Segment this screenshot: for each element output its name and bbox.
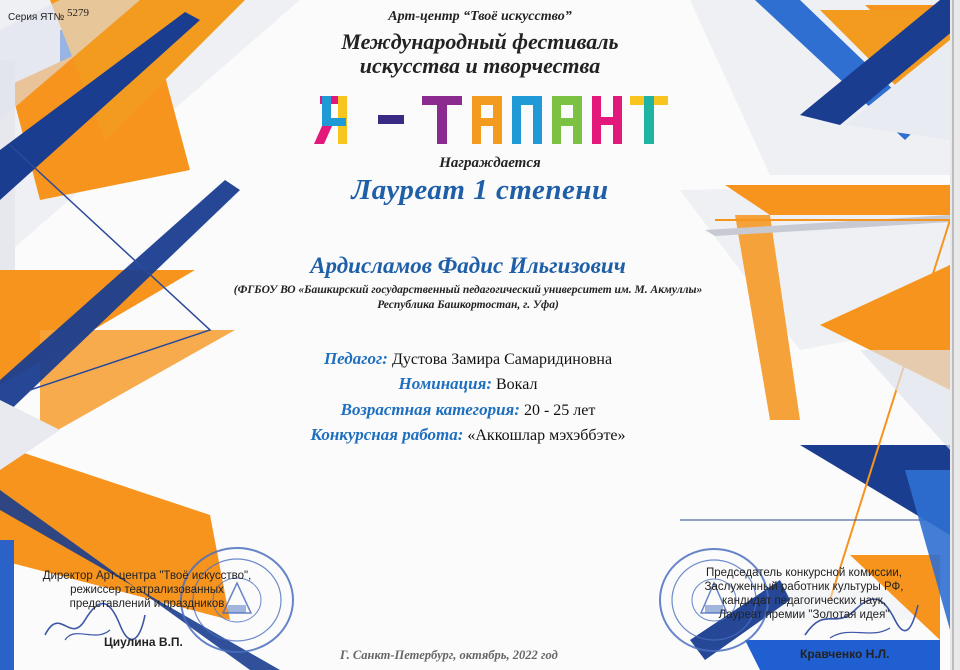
serial-value: 5279 (66, 7, 89, 19)
left-title-line2: режиссер театрализованных (70, 584, 224, 596)
award-degree: Лауреат 1 степени (351, 174, 609, 206)
left-signatory-title (22, 569, 272, 611)
detail-value: Вокал (496, 376, 538, 393)
city-date: Г. Санкт-Петербург, октябрь, 2022 год (340, 648, 558, 662)
left-title-line3: представлений и праздников (69, 598, 225, 610)
serial-label: Серия ЯТ№ (8, 12, 65, 23)
left-signatory-name: Циулина В.П. (104, 635, 183, 649)
detail-teacher (0, 349, 936, 369)
left-title-line1: Директор Арт-центра "Твоё искусство", (42, 570, 252, 582)
institution-line2: Республика Башкортостан, г. Уфа) (377, 299, 559, 311)
right-title-line3: кандидат педагогических наук, (721, 595, 887, 607)
detail-label: Номинация: (398, 374, 492, 393)
detail-value: «Аккошлар мэхэббэте» (467, 427, 626, 444)
organizer-title: Арт-центр “Твоё искусство” (388, 9, 572, 24)
right-title-line4: Лауреат премии "Золотая идея" (718, 609, 890, 621)
detail-age-category (0, 400, 936, 420)
festival-title-line2: искусства и творчества (359, 53, 601, 78)
awarded-label: Награждается (439, 155, 541, 171)
festival-logo (300, 88, 680, 150)
detail-value: Дустова Замира Самаридиновна (391, 351, 613, 368)
right-title-line1: Председатель конкурсной комиссии, (706, 567, 902, 579)
recipient-name: Ардисламов Фадис Ильгизович (310, 253, 626, 278)
detail-nomination (0, 374, 936, 394)
institution-line1: (ФГБОУ ВО «Башкирский государственный педагогический университет им. М. Акмуллы» (233, 284, 703, 296)
festival-title-line1: Международный фестиваль (341, 29, 619, 54)
detail-label: Педагог: (323, 349, 388, 368)
detail-competition-work (0, 425, 936, 445)
detail-label: Возрастная категория: (340, 400, 520, 419)
right-title-line2: Заслуженный работник культуры РФ, (704, 581, 904, 593)
detail-value: 20 - 25 лет (523, 402, 596, 419)
right-signatory-title (670, 566, 938, 622)
right-signatory-name: Кравченко Н.Л. (800, 647, 890, 661)
detail-label: Конкурсная работа: (310, 425, 464, 444)
